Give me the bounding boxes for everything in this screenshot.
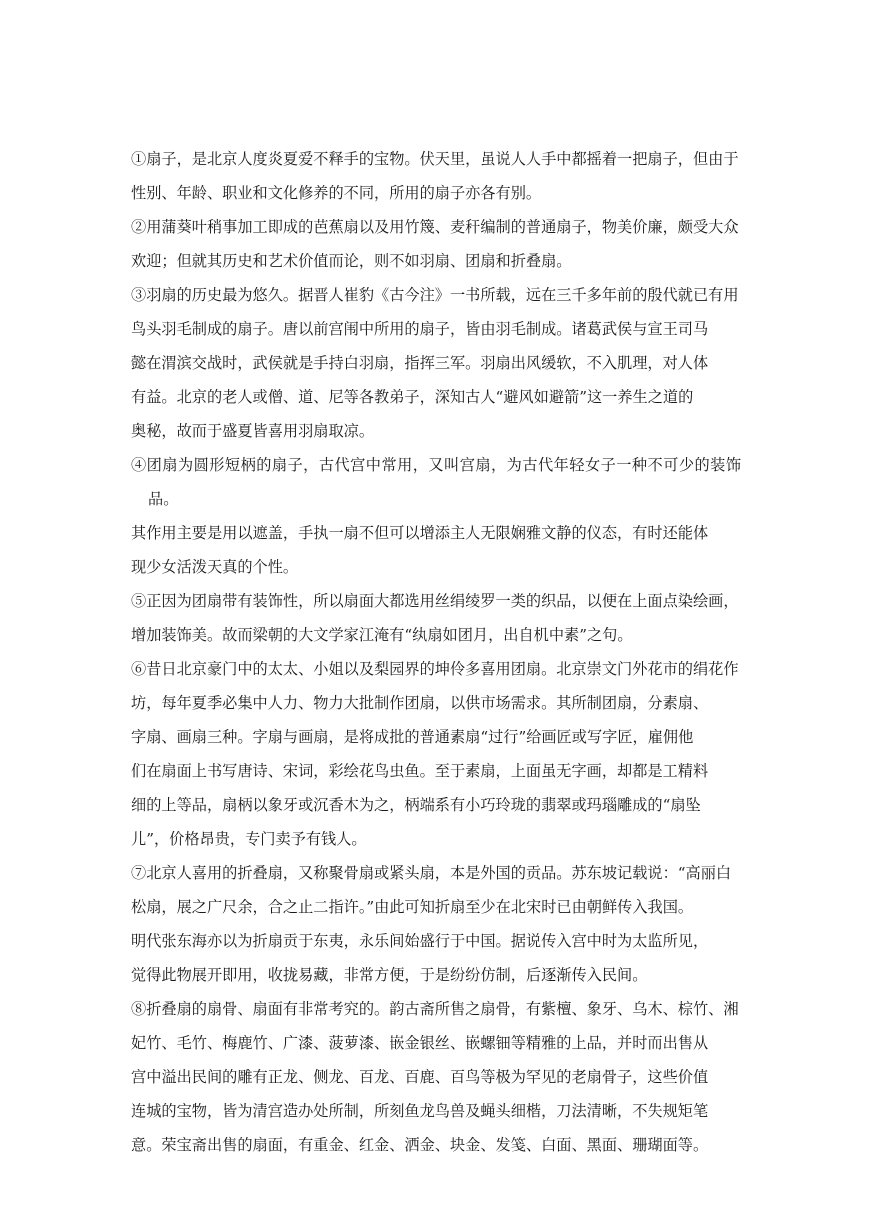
paragraph-6-line-4: 们在扇面上书写唐诗、宋词，彩绘花鸟虫鱼。至于素扇，上面虽无字画，却都是工精料 [131,762,709,780]
paragraph-6-line-5: 细的上等品，扇柄以象牙或沉香木为之，柄端系有小巧玲珑的翡翠或玛瑙雕成的“扇坠 [131,796,701,814]
paragraph-8-line-3: 宫中溢出民间的雕有正龙、侧龙、百龙、百鹿、百鸟等极为罕见的老扇骨子，这些价值 [131,1068,709,1086]
paragraph-6-line-1: ⑥昔日北京豪门中的太太、小姐以及梨园界的坤伶多喜用团扇。北京崇文门外花市的绢花作 [131,660,739,678]
paragraph-8-line-4: 连城的宝物，皆为清宫造办处所制，所刻鱼龙鸟兽及蝇头细楷，刀法清晰，不失规矩笔 [131,1102,709,1120]
paragraph-3 [131,278,741,448]
paragraph-1-line-1: ①扇子，是北京人度炎夏爱不释手的宝物。伏天里，虽说人人手中都摇着一把扇子，但由于 [131,150,739,168]
paragraph-number: ③ [131,286,147,304]
paragraph-5 [131,584,741,652]
paragraph-3-line-2: 鸟头羽毛制成的扇子。唐以前宫闱中所用的扇子，皆由羽毛制成。诸葛武侯与宣王司马 [131,320,709,338]
paragraph-6-line-2: 坊，每年夏季必集中人力、物力大批制作团扇，以供市场需求。其所制团扇，分素扇、 [131,694,709,712]
paragraph-5-line-2: 增加装饰美。故而梁朝的大文学家江淹有“纨扇如团月，出自机中素”之句。 [131,626,633,644]
paragraph-number: ① [131,150,147,168]
paragraph-6-line-6: 儿”，价格昂贵，专门卖予有钱人。 [131,830,367,848]
paragraph-8-line-5: 意。荣宝斋出售的扇面，有重金、红金、洒金、块金、发笺、白面、黑面、珊瑚面等。 [131,1136,709,1154]
paragraph-number: ⑥ [131,660,147,678]
paragraph-number: ⑧ [131,1000,147,1018]
paragraph-4 [131,448,741,584]
paragraph-6 [131,652,741,856]
paragraph-6-line-3: 字扇、画扇三种。字扇与画扇，是将成批的普通素扇“过行”给画匠或写字匠，雇佣他 [131,728,694,746]
paragraph-8 [131,992,741,1162]
paragraph-3-line-4: 有益。北京的老人或僧、道、尼等各教弟子，深知古人“避风如避箭”这一养生之道的 [131,388,694,406]
paragraph-2-line-2: 欢迎；但就其历史和艺术价值而论，则不如羽扇、团扇和折叠扇。 [131,252,572,270]
paragraph-2-line-1: ②用蒲葵叶稍事加工即成的芭蕉扇以及用竹篾、麦秆编制的普通扇子，物美价廉，颇受大众 [131,218,739,236]
paragraph-7-line-3: 明代张东海亦以为折扇贡于东夷，永乐间始盛行于中国。据说传入宫中时为太监所见， [131,932,709,950]
paragraph-4-line-2: 其作用主要是用以遮盖，手执一扇不但可以增添主人无限娴雅文静的仪态，有时还能体 [131,524,709,542]
paragraph-8-line-1: ⑧折叠扇的扇骨、扇面有非常考究的。韵古斋所售之扇骨，有紫檀、象牙、乌木、棕竹、湘 [131,1000,739,1018]
paragraph-3-line-1: ③羽扇的历史最为悠久。据晋人崔豹《古今注》一书所载，远在三千多年前的殷代就已有用 [131,286,739,304]
paragraph-4-line-3: 现少女活泼天真的个性。 [131,558,299,576]
paragraph-number: ④ [131,456,147,474]
paragraph-5-line-1: ⑤正因为团扇带有装饰性，所以扇面大都选用丝绢绫罗一类的织品，以便在上面点染绘画， [131,592,739,610]
paragraph-7-line-4: 觉得此物展开即用，收拢易藏，非常方便，于是纷纷仿制，后逐渐传入民间。 [131,966,648,984]
paragraph-7-line-2: 松扇，展之广尺余，合之止二指许。”由此可知折扇至少在北宋时已由朝鲜传入我国。 [131,898,694,916]
paragraph-number: ② [131,218,147,236]
paragraph-7 [131,856,741,992]
paragraph-1 [131,142,741,210]
paragraph-3-line-3: 懿在渭滨交战时，武侯就是手持白羽扇，指挥三军。羽扇出风缓软，不入肌理，对人体 [131,354,709,372]
paragraph-2 [131,210,741,278]
paragraph-1-line-2: 性别、年龄、职业和文化修养的不同，所用的扇子亦各有别。 [131,184,542,202]
paragraph-number: ⑦ [131,864,147,882]
paragraph-3-line-5: 奥秘，故而于盛夏皆喜用羽扇取凉。 [131,422,374,440]
paragraph-7-line-1: ⑦北京人喜用的折叠扇，又称聚骨扇或紧头扇，本是外国的贡品。苏东坡记载说：“高丽白 [131,864,732,882]
article-body [131,142,741,1162]
paragraph-8-line-2: 妃竹、毛竹、梅鹿竹、广漆、菠萝漆、嵌金银丝、嵌螺钿等精雅的上品，并时而出售从 [131,1034,709,1052]
paragraph-number: ⑤ [131,592,147,610]
paragraph-4-line-1: ④团扇为圆形短柄的扇子，古代宫中常用，又叫宫扇，为古代年轻女子一种不可少的装饰品。 [131,456,742,508]
